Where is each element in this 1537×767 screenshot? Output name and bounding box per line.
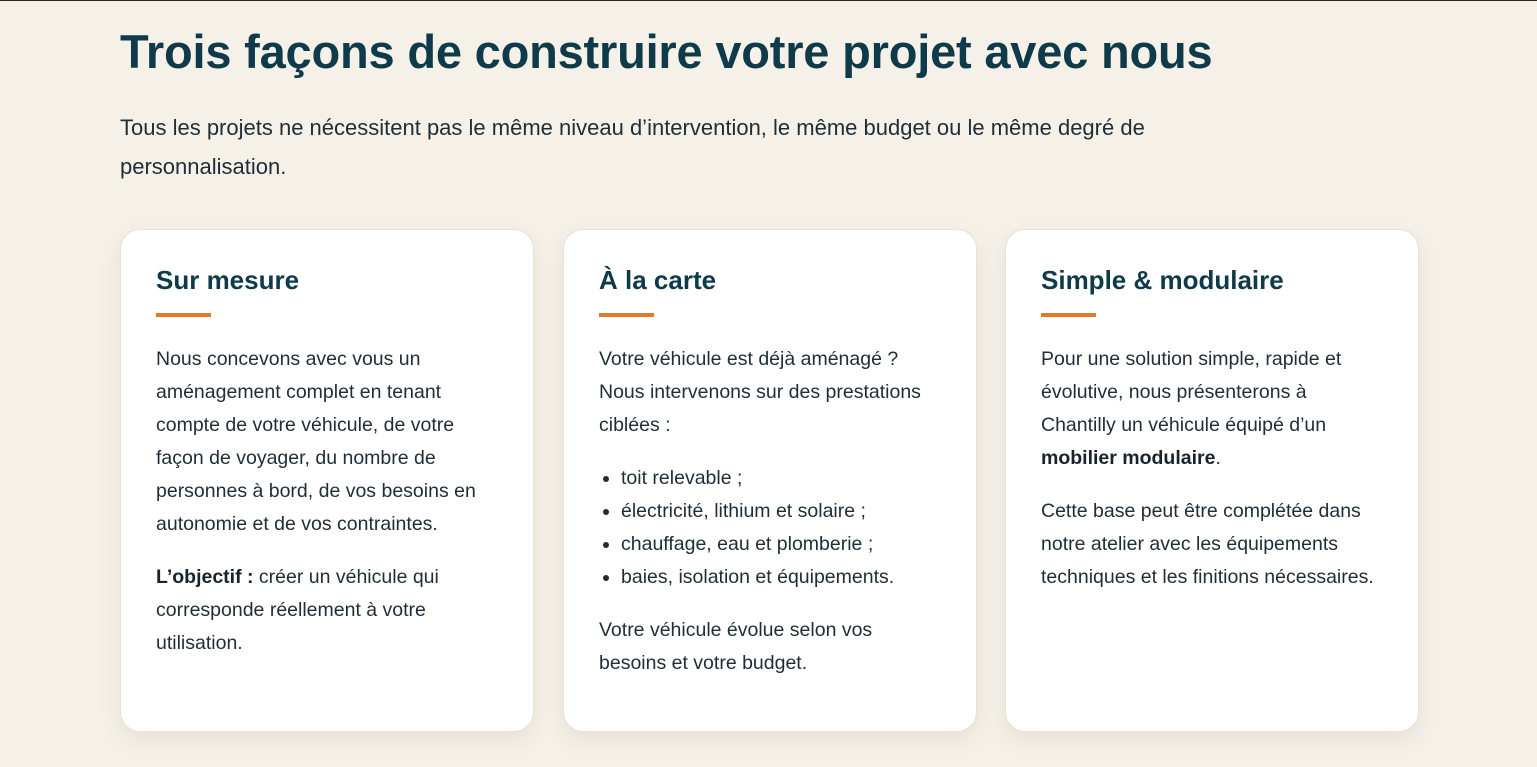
description-highlight: mobilier modulaire xyxy=(1041,447,1216,469)
card-objective xyxy=(156,561,498,660)
list-item: • baies, isolation et équipements. xyxy=(621,561,941,594)
card-description xyxy=(1041,343,1383,475)
page-title: Trois façons de construire votre projet avec nous xyxy=(120,25,1213,78)
objective-label: L’objectif : xyxy=(156,566,254,588)
list-item: • toit relevable ; xyxy=(621,462,941,495)
card-title: À la carte xyxy=(599,265,717,295)
card-a-la-carte xyxy=(563,229,977,732)
card-conclusion: Cette base peut être complétée dans notre atelier avec les équipements techniques et les finitions nécessaires. xyxy=(1041,500,1374,588)
list-item: • chauffage, eau et plomberie ; xyxy=(621,528,941,561)
card-accent-bar xyxy=(599,313,654,317)
offer-cards xyxy=(120,229,1420,732)
card-description: Votre véhicule est déjà aménagé ? Nous intervenons sur des prestations ciblées : xyxy=(599,348,921,436)
objective-text: créer un véhicule qui corresponde réellement à votre utilisation. xyxy=(156,566,439,654)
list-item: • électricité, lithium et solaire ; xyxy=(621,495,941,528)
description-start: Pour une solution simple, rapide et évolutive, nous présenterons à Chantilly un véhicule équipé d’un xyxy=(1041,348,1342,436)
description-end: . xyxy=(1215,447,1221,469)
intro-text: Tous les projets ne nécessitent pas le même niveau d’intervention, le même budget ou le même degré de personnalisation. xyxy=(120,115,1145,179)
card-title: Sur mesure xyxy=(156,265,300,295)
card-accent-bar xyxy=(156,313,211,317)
card-conclusion: Votre véhicule évolue selon vos besoins et votre budget. xyxy=(599,619,873,674)
card-description: Nous concevons avec vous un aménagement complet en tenant compte de votre véhicule, de votre façon de voyager, du nombre de personnes à bord, de vos besoins en autonomie et de vos contraintes. xyxy=(156,348,476,535)
card-accent-bar xyxy=(1041,313,1096,317)
card-simple-modulaire xyxy=(1005,229,1419,732)
top-divider xyxy=(0,0,1537,1)
card-sur-mesure xyxy=(120,229,534,732)
card-title: Simple & modulaire xyxy=(1041,265,1284,295)
services-list xyxy=(599,462,941,594)
